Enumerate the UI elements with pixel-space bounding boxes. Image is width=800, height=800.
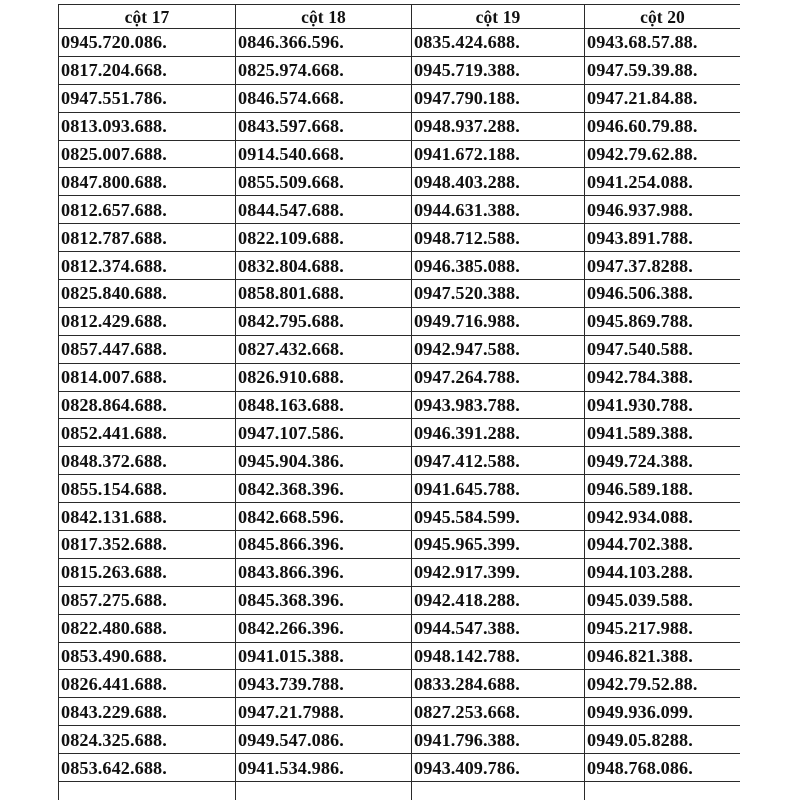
phone-number-cell: 0817.352.688. <box>59 531 236 559</box>
table-row <box>59 531 741 559</box>
phone-number-cell: 0842.795.688. <box>236 307 412 335</box>
phone-number-cell: 0812.787.688. <box>59 224 236 252</box>
table-row <box>59 224 741 252</box>
column-header: cột 18 <box>236 5 412 29</box>
table-row <box>59 475 741 503</box>
empty-cell <box>59 782 236 800</box>
table-row <box>59 391 741 419</box>
phone-number-cell: 0945.584.599. <box>412 503 585 531</box>
phone-number-cell: 0944.103.288. <box>585 558 741 586</box>
phone-number-cell: 0853.642.688. <box>59 754 236 782</box>
phone-number-cell: 0824.325.688. <box>59 726 236 754</box>
phone-number-cell: 0946.506.388. <box>585 280 741 308</box>
table-row <box>59 363 741 391</box>
phone-number-cell: 0948.403.288. <box>412 168 585 196</box>
table-row <box>59 168 741 196</box>
phone-number-cell: 0945.720.086. <box>59 29 236 57</box>
table-row <box>59 112 741 140</box>
table-row <box>59 698 741 726</box>
phone-number-cell: 0828.864.688. <box>59 391 236 419</box>
phone-number-cell: 0845.866.396. <box>236 531 412 559</box>
phone-number-cell: 0948.142.788. <box>412 642 585 670</box>
phone-number-cell: 0941.645.788. <box>412 475 585 503</box>
phone-number-cell: 0844.547.688. <box>236 196 412 224</box>
phone-number-cell: 0846.366.596. <box>236 29 412 57</box>
phone-number-cell: 0826.910.688. <box>236 363 412 391</box>
phone-number-cell: 0947.790.188. <box>412 84 585 112</box>
phone-number-cell: 0842.131.688. <box>59 503 236 531</box>
phone-number-cell: 0825.840.688. <box>59 280 236 308</box>
phone-number-cell: 0822.109.688. <box>236 224 412 252</box>
phone-number-cell: 0945.719.388. <box>412 56 585 84</box>
empty-cell <box>412 782 585 800</box>
phone-number-cell: 0855.154.688. <box>59 475 236 503</box>
phone-number-cell: 0848.372.688. <box>59 447 236 475</box>
phone-number-cell: 0946.589.188. <box>585 475 741 503</box>
empty-cell <box>236 782 412 800</box>
phone-number-cell: 0949.724.388. <box>585 447 741 475</box>
phone-number-cell: 0949.547.086. <box>236 726 412 754</box>
phone-number-cell: 0853.490.688. <box>59 642 236 670</box>
phone-number-cell: 0945.217.988. <box>585 614 741 642</box>
phone-number-cell: 0942.79.52.88. <box>585 670 741 698</box>
phone-number-cell: 0943.68.57.88. <box>585 29 741 57</box>
phone-number-cell: 0946.821.388. <box>585 642 741 670</box>
phone-number-cell: 0843.597.668. <box>236 112 412 140</box>
table-row <box>59 335 741 363</box>
phone-number-cell: 0947.107.586. <box>236 419 412 447</box>
phone-number-cell: 0941.796.388. <box>412 726 585 754</box>
phone-number-cell: 0812.429.688. <box>59 307 236 335</box>
phone-number-cell: 0845.368.396. <box>236 586 412 614</box>
phone-number-cell: 0945.904.386. <box>236 447 412 475</box>
table-row <box>59 56 741 84</box>
table-row <box>59 252 741 280</box>
phone-number-cell: 0815.263.688. <box>59 558 236 586</box>
phone-number-cell: 0852.441.688. <box>59 419 236 447</box>
phone-number-cell: 0914.540.668. <box>236 140 412 168</box>
phone-number-cell: 0835.424.688. <box>412 29 585 57</box>
phone-number-cell: 0855.509.668. <box>236 168 412 196</box>
table-row <box>59 754 741 782</box>
phone-number-cell: 0832.804.688. <box>236 252 412 280</box>
column-header: cột 20 <box>585 5 741 29</box>
table-row <box>59 447 741 475</box>
phone-number-cell: 0945.869.788. <box>585 307 741 335</box>
phone-number-cell: 0942.917.399. <box>412 558 585 586</box>
phone-number-cell: 0946.937.988. <box>585 196 741 224</box>
phone-number-cell: 0846.574.668. <box>236 84 412 112</box>
phone-number-cell: 0827.253.668. <box>412 698 585 726</box>
phone-number-cell: 0857.275.688. <box>59 586 236 614</box>
phone-number-cell: 0826.441.688. <box>59 670 236 698</box>
table-row <box>59 503 741 531</box>
phone-number-cell: 0942.784.388. <box>585 363 741 391</box>
table-row <box>59 614 741 642</box>
empty-row <box>59 782 741 800</box>
phone-number-cell: 0947.59.39.88. <box>585 56 741 84</box>
table-row <box>59 726 741 754</box>
phone-number-cell: 0947.264.788. <box>412 363 585 391</box>
table-row <box>59 140 741 168</box>
phone-number-cell: 0942.418.288. <box>412 586 585 614</box>
phone-number-cell: 0946.391.288. <box>412 419 585 447</box>
phone-number-cell: 0858.801.688. <box>236 280 412 308</box>
phone-number-cell: 0944.631.388. <box>412 196 585 224</box>
phone-number-cell: 0857.447.688. <box>59 335 236 363</box>
phone-number-cell: 0945.039.588. <box>585 586 741 614</box>
phone-number-cell: 0944.547.388. <box>412 614 585 642</box>
phone-number-cell: 0842.368.396. <box>236 475 412 503</box>
phone-number-cell: 0825.974.668. <box>236 56 412 84</box>
empty-cell <box>585 782 741 800</box>
table-row <box>59 307 741 335</box>
phone-number-sheet <box>58 4 740 800</box>
phone-number-cell: 0949.716.988. <box>412 307 585 335</box>
phone-number-cell: 0942.79.62.88. <box>585 140 741 168</box>
phone-number-cell: 0946.385.088. <box>412 252 585 280</box>
phone-number-cell: 0947.412.588. <box>412 447 585 475</box>
phone-number-cell: 0941.930.788. <box>585 391 741 419</box>
table-row <box>59 419 741 447</box>
phone-number-cell: 0947.21.84.88. <box>585 84 741 112</box>
column-header: cột 17 <box>59 5 236 29</box>
phone-number-table <box>58 4 740 800</box>
phone-number-cell: 0847.800.688. <box>59 168 236 196</box>
phone-number-cell: 0949.936.099. <box>585 698 741 726</box>
phone-number-cell: 0941.672.188. <box>412 140 585 168</box>
table-row <box>59 558 741 586</box>
phone-number-cell: 0941.589.388. <box>585 419 741 447</box>
phone-number-cell: 0827.432.668. <box>236 335 412 363</box>
phone-number-cell: 0943.409.786. <box>412 754 585 782</box>
phone-number-cell: 0947.37.8288. <box>585 252 741 280</box>
phone-number-cell: 0842.668.596. <box>236 503 412 531</box>
column-header: cột 19 <box>412 5 585 29</box>
phone-number-cell: 0833.284.688. <box>412 670 585 698</box>
table-body <box>59 29 741 800</box>
table-row <box>59 84 741 112</box>
phone-number-cell: 0948.712.588. <box>412 224 585 252</box>
phone-number-cell: 0825.007.688. <box>59 140 236 168</box>
phone-number-cell: 0813.093.688. <box>59 112 236 140</box>
phone-number-cell: 0947.520.388. <box>412 280 585 308</box>
phone-number-cell: 0812.374.688. <box>59 252 236 280</box>
table-row <box>59 642 741 670</box>
phone-number-cell: 0945.965.399. <box>412 531 585 559</box>
phone-number-cell: 0947.540.588. <box>585 335 741 363</box>
header-row <box>59 5 741 29</box>
phone-number-cell: 0948.768.086. <box>585 754 741 782</box>
phone-number-cell: 0843.866.396. <box>236 558 412 586</box>
phone-number-cell: 0942.934.088. <box>585 503 741 531</box>
table-row <box>59 670 741 698</box>
phone-number-cell: 0822.480.688. <box>59 614 236 642</box>
phone-number-cell: 0843.229.688. <box>59 698 236 726</box>
phone-number-cell: 0946.60.79.88. <box>585 112 741 140</box>
table-row <box>59 196 741 224</box>
table-row <box>59 29 741 57</box>
phone-number-cell: 0943.891.788. <box>585 224 741 252</box>
phone-number-cell: 0941.254.088. <box>585 168 741 196</box>
phone-number-cell: 0817.204.668. <box>59 56 236 84</box>
phone-number-cell: 0941.534.986. <box>236 754 412 782</box>
phone-number-cell: 0943.983.788. <box>412 391 585 419</box>
phone-number-cell: 0947.551.786. <box>59 84 236 112</box>
phone-number-cell: 0942.947.588. <box>412 335 585 363</box>
phone-number-cell: 0947.21.7988. <box>236 698 412 726</box>
phone-number-cell: 0941.015.388. <box>236 642 412 670</box>
phone-number-cell: 0944.702.388. <box>585 531 741 559</box>
phone-number-cell: 0943.739.788. <box>236 670 412 698</box>
phone-number-cell: 0949.05.8288. <box>585 726 741 754</box>
phone-number-cell: 0948.937.288. <box>412 112 585 140</box>
phone-number-cell: 0812.657.688. <box>59 196 236 224</box>
table-row <box>59 280 741 308</box>
phone-number-cell: 0842.266.396. <box>236 614 412 642</box>
table-row <box>59 586 741 614</box>
phone-number-cell: 0848.163.688. <box>236 391 412 419</box>
phone-number-cell: 0814.007.688. <box>59 363 236 391</box>
